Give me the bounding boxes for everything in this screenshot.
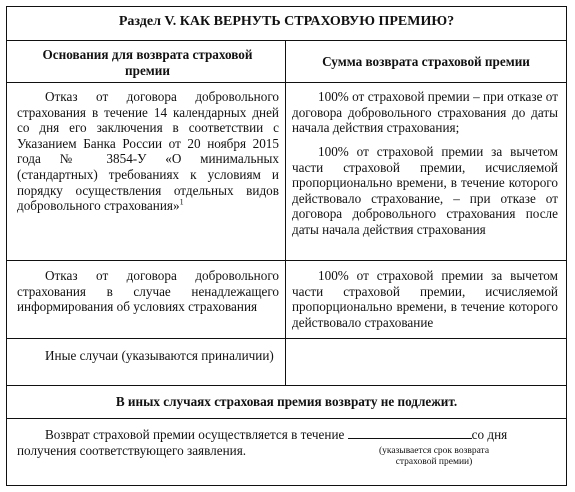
- rule-under-row1: [6, 260, 567, 261]
- row1-amount-1: 100% от страховой премии – при отказе от договора добровольного страхования до даты начала действия страхования;: [292, 89, 558, 136]
- rule-under-title: [6, 40, 567, 41]
- footer-text-after: со дня: [471, 427, 508, 442]
- notice-text: В иных случаях страховая премия возврату не подлежит.: [115, 394, 458, 409]
- footer-text-before: Возврат страховой премии осуществляется в течение: [45, 427, 345, 442]
- row1-reason: [17, 89, 279, 214]
- footnote-marker: 1: [179, 197, 184, 207]
- rule-under-header: [6, 82, 567, 83]
- rule-under-row2: [6, 338, 567, 339]
- return-term-blank[interactable]: [348, 427, 472, 439]
- section-title: Раздел V. КАК ВЕРНУТЬ СТРАХОВУЮ ПРЕМИЮ?: [118, 14, 455, 29]
- column-divider: [285, 40, 286, 385]
- header-reason: Основания для возврата страховой премии: [42, 47, 253, 78]
- blank-caption: (указывается срок возврата страховой премии): [378, 446, 490, 467]
- rule-under-notice: [6, 418, 567, 419]
- header-amount: Сумма возврата страховой премии: [322, 54, 530, 69]
- row1-amount-2: 100% от страховой премии за вычетом части страховой премии, исчисляемой пропорционально времени, в течение которого действовало страхование, – при отказе от договора добровольного страхования после даты начала действия страхования: [292, 144, 558, 237]
- footer-line2: получения соответствующего заявления.: [17, 443, 247, 458]
- row2-amount: 100% от страховой премии за вычетом части страховой премии, исчисляемой пропорционально времени, в течение которого действовало страхование: [292, 268, 558, 330]
- row3-reason: Иные случаи (указываются приналичии): [45, 348, 274, 363]
- row2-reason: Отказ от договора добровольного страхования в случае ненадлежащего информирования об условиях страхования: [17, 268, 279, 315]
- row1-reason-text: Отказ от договора добровольного страхования в течение 14 календарных дней со дня его заключения в соответствии с Указанием Банка России от 20 ноября 2015 года № 3854-У «О минимальных (стандартных) требованиях к условиям и порядку осуществления отдельных видов добровольного страхования»: [17, 89, 279, 214]
- footer-line1: [45, 427, 560, 443]
- rule-under-row3: [6, 385, 567, 386]
